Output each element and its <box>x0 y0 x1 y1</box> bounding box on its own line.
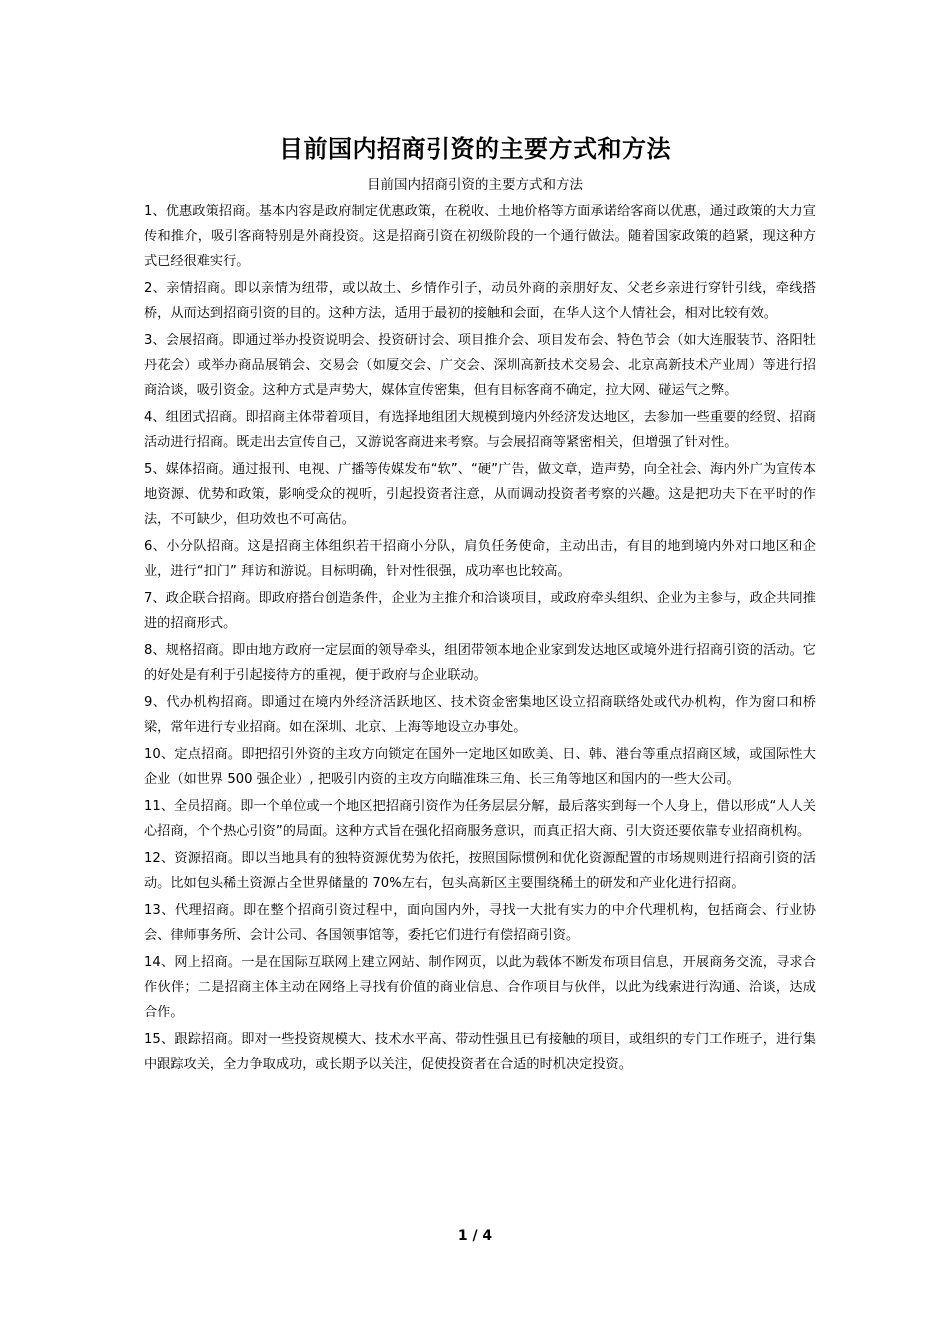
paragraph-6: 6、小分队招商。这是招商主体组织若干招商小分队，肩负任务使命，主动出击，有目的地到境内外对口地区和企业，进行“扣门” 拜访和游说。目标明确，针对性很强，成功率也比较高。 <box>144 539 816 579</box>
page-subtitle: 目前国内招商引资的主要方式和方法 <box>367 177 583 193</box>
page-number: 1 / 4 <box>457 1228 493 1244</box>
paragraph-12: 12、资源招商。即以当地具有的独特资源优势为依托，按照国际惯例和优化资源配置的市场规则进行招商引资的活动。比如包头稀土资源占全世界储量的 70%左右，包头高新区主要围绕稀土的研发和产业化进行招商。 <box>144 851 816 891</box>
paragraph-15: 15、跟踪招商。即对一些投资规模大、技术水平高、带动性强且已有接触的项目，或组织的专门工作班子，进行集中跟踪攻关，全力争取成功，或长期予以关注，促使投资者在合适的时机决定投资。 <box>144 1032 816 1072</box>
paragraph-1: 1、优惠政策招商。基本内容是政府制定优惠政策，在税收、土地价格等方面承诺给客商以优惠，通过政策的大力宣传和推介，吸引客商特别是外商投资。这是招商引资在初级阶段的一个通行做法。随着国家政策的趋紧，现这种方式已经很难实行。 <box>144 204 816 269</box>
paragraph-11: 11、全员招商。即一个单位或一个地区把招商引资作为任务层层分解，最后落实到每一个人身上，借以形成“人人关心招商，个个热心引资”的局面。这种方式旨在强化招商服务意识，而真正招大商、引大资还要依靠专业招商机构。 <box>144 799 816 839</box>
paragraph-10: 10、定点招商。即把招引外资的主攻方向锁定在国外一定地区如欧美、日、韩、港台等重点招商区域，或国际性大企业（如世界 500 强企业）, 把吸引内资的主攻方向瞄准珠三角、长三角等地区和国内的一些大公司。 <box>144 747 816 787</box>
paragraph-8: 8、规格招商。即由地方政府一定层面的领导牵头，组团带领本地企业家到发达地区或境外进行招商引资的活动。它的好处是有利于引起接待方的重视，便于政府与企业联动。 <box>144 643 816 683</box>
paragraph-4: 4、组团式招商。即招商主体带着项目，有选择地组团大规模到境内外经济发达地区，去参加一些重要的经贸、招商活动进行招商。既走出去宣传自己，又游说客商进来考察。与会展招商等紧密相关，但增强了针对性。 <box>144 410 816 450</box>
paragraph-13: 13、代理招商。即在整个招商引资过程中，面向国内外，寻找一大批有实力的中介代理机构，包括商会、行业协会、律师事务所、会计公司、各国领事馆等，委托它们进行有偿招商引资。 <box>144 903 816 943</box>
document-body <box>144 199 816 1079</box>
paragraph-2: 2、亲情招商。即以亲情为纽带，或以故土、乡情作引子，动员外商的亲朋好友、父老乡亲进行穿针引线，牵线搭桥，从而达到招商引资的目的。这种方法，适用于最初的接触和会面，在华人这个人情社会，相对比较有效。 <box>144 281 816 321</box>
paragraph-5: 5、媒体招商。通过报刊、电视、广播等传媒发布“软”、“硬”广告，做文章，造声势，向全社会、海内外广为宣传本地资源、优势和政策，影响受众的视听，引起投资者注意，从而调动投资者考察的兴趣。这是把功夫下在平时的作法，不可缺少，但功效也不可高估。 <box>144 462 816 527</box>
page-title: 目前国内招商引资的主要方式和方法 <box>279 135 671 163</box>
paragraph-3: 3、会展招商。即通过举办投资说明会、投资研讨会、项目推介会、项目发布会、特色节会（如大连服装节、洛阳牡丹花会）或举办商品展销会、交易会（如厦交会、广交会、深圳高新技术交易会、北京高新技术产业周）等进行招商洽谈，吸引资金。这种方式是声势大，媒体宣传密集，但有目标客商不确定，拉大网、碰运气之弊。 <box>144 333 816 398</box>
paragraph-9: 9、代办机构招商。即通过在境内外经济活跃地区、技术资金密集地区设立招商联络处或代办机构，作为窗口和桥梁，常年进行专业招商。如在深圳、北京、上海等地设立办事处。 <box>144 695 816 735</box>
paragraph-14: 14、网上招商。一是在国际互联网上建立网站、制作网页，以此为载体不断发布项目信息，开展商务交流，寻求合作伙伴；二是招商主体主动在网络上寻找有价值的商业信息、合作项目与伙伴，以此为线索进行沟通、洽谈，达成合作。 <box>144 955 816 1020</box>
paragraph-7: 7、政企联合招商。即政府搭台创造条件，企业为主推介和洽谈项目，或政府牵头组织、企业为主参与，政企共同推进的招商形式。 <box>144 591 816 631</box>
